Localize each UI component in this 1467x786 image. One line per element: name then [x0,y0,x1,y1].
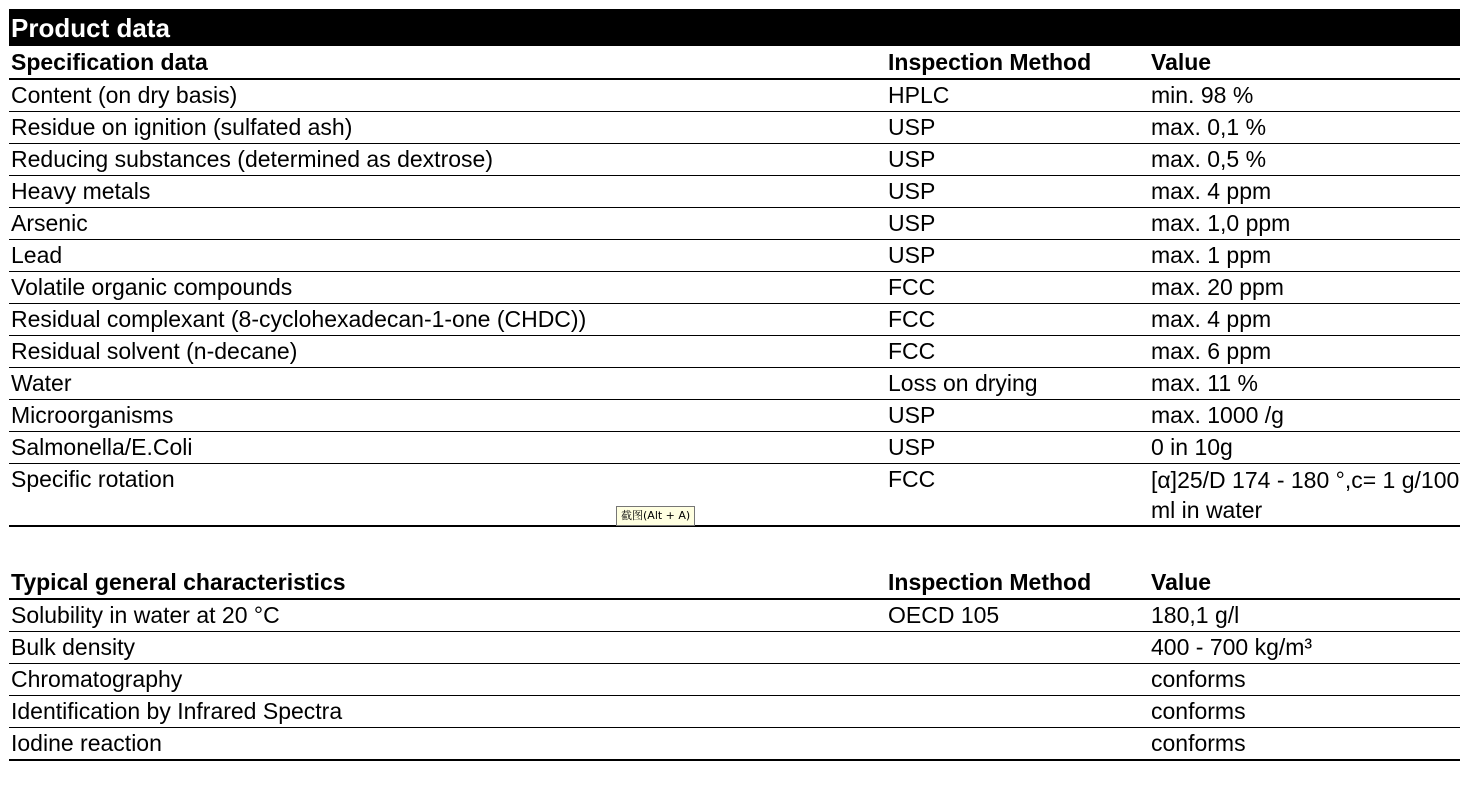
column-header-value: Value [1149,566,1460,599]
method-cell: USP [886,112,1149,144]
method-cell: FCC [886,304,1149,336]
page-title: Product data [9,9,1460,46]
table-row [9,176,1460,208]
value-cell: max. 1 ppm [1149,240,1460,272]
table-row [9,368,1460,400]
table-row [9,664,1460,696]
spec-name-cell: Specific rotation [9,464,886,527]
method-cell [886,664,1149,696]
value-cell: [α]25/D 174 - 180 °,c= 1 g/100 ml in water [1149,464,1460,527]
characteristic-name-cell: Chromatography [9,664,886,696]
spec-name-cell: Content (on dry basis) [9,79,886,112]
table-row [9,432,1460,464]
method-cell [886,632,1149,664]
table-row [9,208,1460,240]
value-cell: max. 6 ppm [1149,336,1460,368]
method-cell: FCC [886,336,1149,368]
method-cell: FCC [886,272,1149,304]
specification-table [9,46,1460,527]
table-row [9,112,1460,144]
characteristic-name-cell: Iodine reaction [9,728,886,761]
screenshot-shortcut-tooltip: 截图(Alt + A) [616,506,695,526]
table-row [9,728,1460,761]
spec-name-cell: Water [9,368,886,400]
value-cell: 0 in 10g [1149,432,1460,464]
value-cell: max. 11 % [1149,368,1460,400]
method-cell: USP [886,432,1149,464]
table-row [9,464,1460,527]
method-cell: HPLC [886,79,1149,112]
value-cell: max. 0,1 % [1149,112,1460,144]
spec-name-cell: Volatile organic compounds [9,272,886,304]
table-row [9,304,1460,336]
value-cell: max. 1,0 ppm [1149,208,1460,240]
table-row [9,599,1460,632]
spec-name-cell: Arsenic [9,208,886,240]
table-row [9,240,1460,272]
value-cell: conforms [1149,728,1460,761]
characteristic-name-cell: Bulk density [9,632,886,664]
method-cell: FCC [886,464,1149,527]
method-cell: USP [886,144,1149,176]
value-cell: max. 4 ppm [1149,304,1460,336]
column-header-inspection-method: Inspection Method [886,46,1149,79]
column-header-characteristics: Typical general characteristics [9,566,886,599]
spec-name-cell: Salmonella/E.Coli [9,432,886,464]
value-cell: max. 0,5 % [1149,144,1460,176]
table-header-row [9,566,1460,599]
table-row [9,632,1460,664]
table-row [9,400,1460,432]
table-row [9,79,1460,112]
spec-name-cell: Lead [9,240,886,272]
spec-name-cell: Residual complexant (8-cyclohexadecan-1-one (CHDC)) [9,304,886,336]
value-cell: 180,1 g/l [1149,599,1460,632]
characteristic-name-cell: Solubility in water at 20 °C [9,599,886,632]
value-cell: max. 1000 /g [1149,400,1460,432]
table-row [9,336,1460,368]
value-cell: 400 - 700 kg/m³ [1149,632,1460,664]
section-spacer [9,527,1460,566]
spec-name-cell: Reducing substances (determined as dextrose) [9,144,886,176]
value-cell: conforms [1149,664,1460,696]
method-cell [886,728,1149,761]
spec-name-cell: Heavy metals [9,176,886,208]
method-cell: USP [886,240,1149,272]
column-header-value: Value [1149,46,1460,79]
method-cell: USP [886,400,1149,432]
table-row [9,272,1460,304]
characteristics-table [9,566,1460,761]
column-header-inspection-method: Inspection Method [886,566,1149,599]
spec-name-cell: Residue on ignition (sulfated ash) [9,112,886,144]
method-cell: USP [886,176,1149,208]
method-cell: USP [886,208,1149,240]
table-row [9,144,1460,176]
product-data-document [9,9,1460,761]
value-cell: conforms [1149,696,1460,728]
spec-name-cell: Residual solvent (n-decane) [9,336,886,368]
spec-name-cell: Microorganisms [9,400,886,432]
value-cell: max. 4 ppm [1149,176,1460,208]
method-cell: OECD 105 [886,599,1149,632]
method-cell: Loss on drying [886,368,1149,400]
value-cell: min. 98 % [1149,79,1460,112]
method-cell [886,696,1149,728]
table-row [9,696,1460,728]
column-header-specification: Specification data [9,46,886,79]
value-cell: max. 20 ppm [1149,272,1460,304]
characteristic-name-cell: Identification by Infrared Spectra [9,696,886,728]
table-header-row [9,46,1460,79]
